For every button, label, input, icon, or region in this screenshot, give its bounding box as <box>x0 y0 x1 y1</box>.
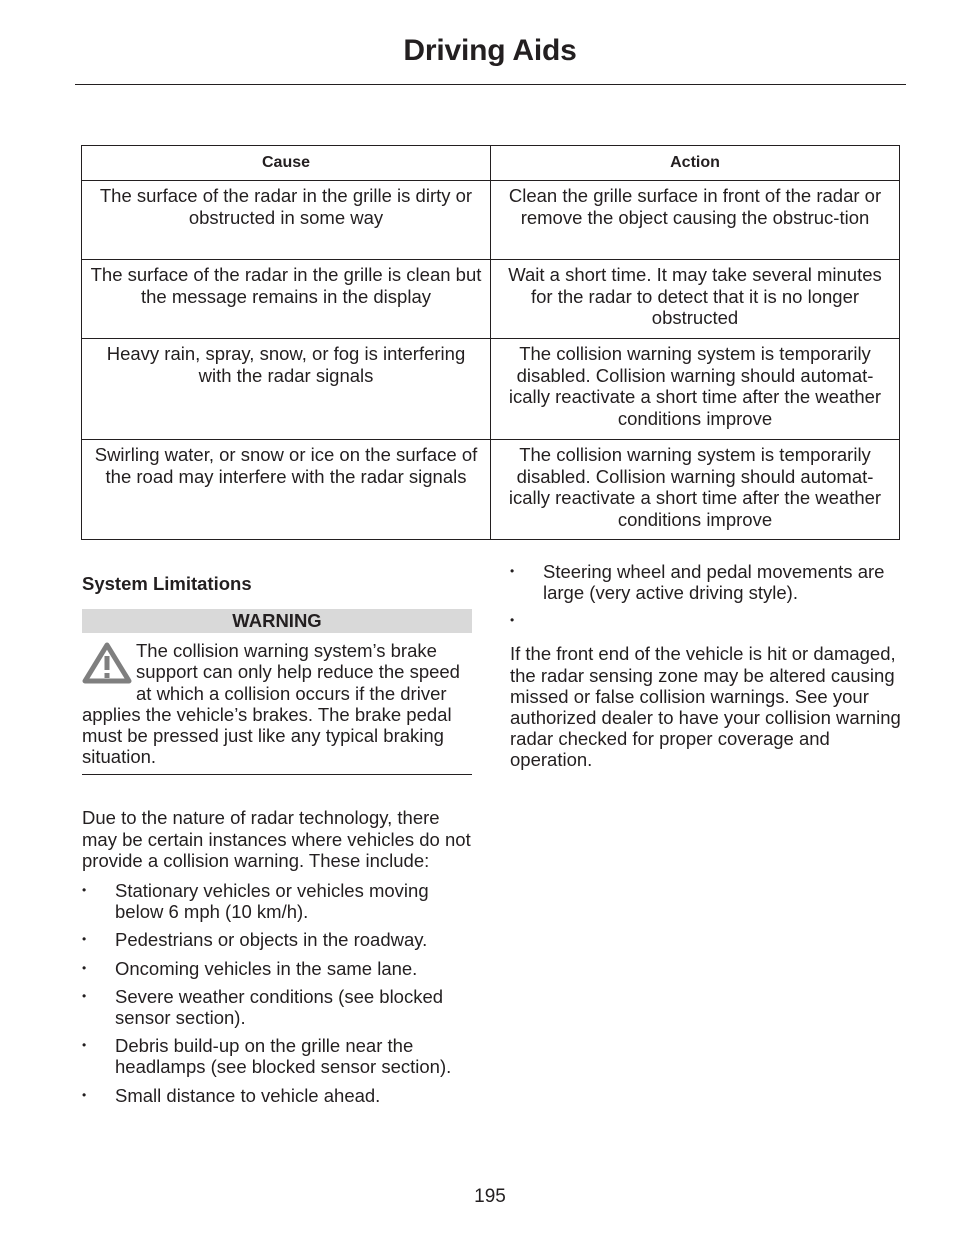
table-header-row <box>82 146 900 181</box>
action-cell: Clean the grille surface in front of the radar or remove the object causing the obstruc-tion <box>491 181 900 260</box>
list-item: • Stationary vehicles or vehicles moving below 6 mph (10 km/h). <box>82 880 429 923</box>
cause-cell: Swirling water, or snow or ice on the surface of the road may interfere with the radar signals <box>82 440 491 540</box>
bullet-icon: • <box>82 1087 87 1102</box>
cause-action-table <box>81 145 900 540</box>
limitations-list <box>82 880 472 1106</box>
list-item <box>510 610 902 631</box>
header-divider <box>75 84 906 85</box>
warning-text: The collision warning system’s brake support can only help reduce the speed at which a collision occurs if the driver applies the vehicle’s brakes. The brake pedal must be pressed just like any typical braking situation. <box>82 640 460 768</box>
action-cell: Wait a short time. It may take several minutes for the radar to detect that it is no longer obstructed <box>491 260 900 339</box>
list-item: • Pedestrians or objects in the roadway. <box>82 929 428 951</box>
warning-box <box>82 640 472 775</box>
cause-column-header: Cause <box>82 146 491 181</box>
table-row <box>82 260 900 339</box>
table-row <box>82 181 900 260</box>
bullet-icon: • <box>82 1038 87 1053</box>
section-heading: System Limitations <box>82 573 252 594</box>
table-row <box>82 339 900 440</box>
left-column <box>82 570 472 1113</box>
bullet-icon: • <box>82 988 87 1003</box>
action-cell: The collision warning system is temporarily disabled. Collision warning should automat-ically reactivate a short time after the weather conditions improve <box>491 440 900 540</box>
page-title: Driving Aids <box>403 34 577 67</box>
bullet-icon: • <box>82 883 87 898</box>
right-column <box>510 561 902 771</box>
list-item: • Debris build-up on the grille near the headlamps (see blocked sensor section). <box>82 1035 452 1078</box>
bullet-icon: • <box>510 564 515 578</box>
limitations-list-continued <box>510 561 902 631</box>
list-item: • Small distance to vehicle ahead. <box>82 1084 381 1106</box>
cause-cell: The surface of the radar in the grille is clean but the message remains in the display <box>82 260 491 339</box>
action-cell: The collision warning system is temporarily disabled. Collision warning should automat-ically reactivate a short time after the weather conditions improve <box>491 339 900 440</box>
bullet-icon: • <box>510 613 515 628</box>
damage-paragraph: If the front end of the vehicle is hit or damaged, the radar sensing zone may be altered causing missed or false collision warnings. See your authorized dealer to have your collision warning radar checked for proper coverage and operation. <box>510 643 901 771</box>
list-item: • Steering wheel and pedal movements are large (very active driving style). <box>510 561 885 604</box>
action-column-header: Action <box>491 146 900 181</box>
table-row <box>82 440 900 540</box>
list-item: • Oncoming vehicles in the same lane. <box>82 957 418 979</box>
warning-banner: WARNING <box>82 609 472 633</box>
limitations-intro: Due to the nature of radar technology, there may be certain instances where vehicles do not provide a collision warning. These include: <box>82 807 471 871</box>
page-number: 195 <box>474 1186 506 1207</box>
list-item: • Severe weather conditions (see blocked sensor section). <box>82 985 444 1029</box>
bullet-icon: • <box>82 960 87 975</box>
bullet-icon: • <box>82 932 87 947</box>
cause-cell: The surface of the radar in the grille is dirty or obstructed in some way <box>82 181 491 260</box>
warning-triangle-icon <box>82 642 132 684</box>
cause-cell: Heavy rain, spray, snow, or fog is interfering with the radar signals <box>82 339 491 440</box>
